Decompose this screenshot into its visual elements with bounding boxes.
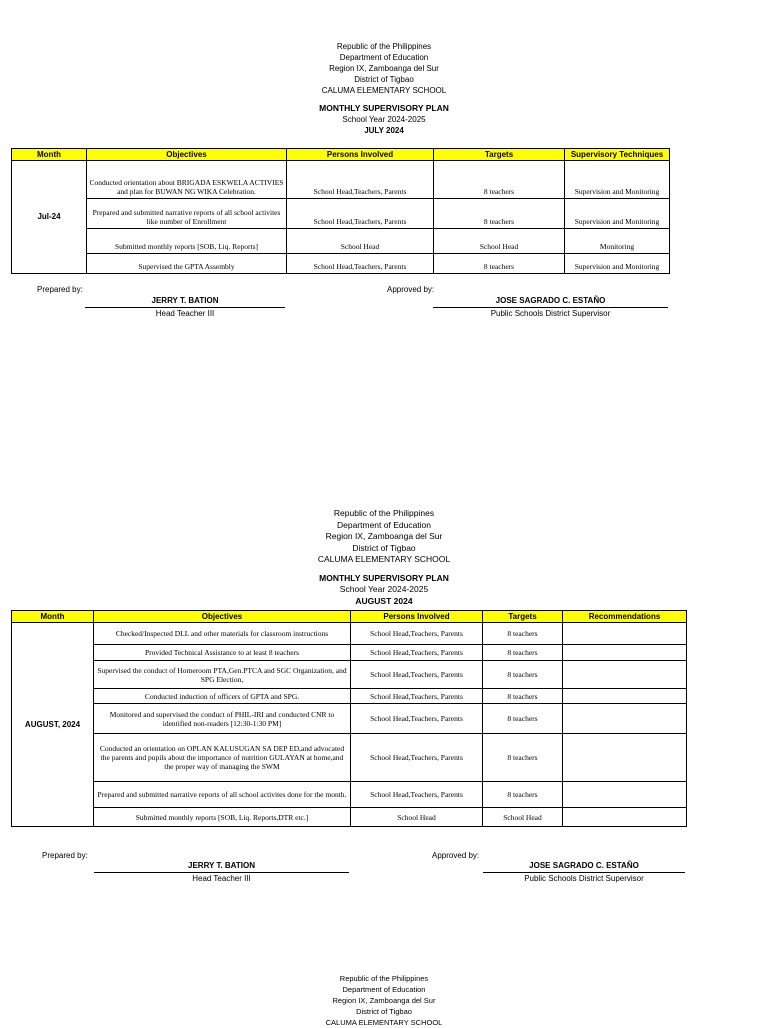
table-row <box>12 661 687 689</box>
table-row <box>12 254 670 274</box>
objective-cell: Supervised the GPTA Assembly <box>87 254 287 274</box>
header-school: CALUMA ELEMENTARY SCHOOL <box>321 86 447 95</box>
header-department: Department of Education <box>336 519 432 530</box>
persons-cell: School Head,Teachers, Parents <box>287 254 434 274</box>
targets-cell: 8 teachers <box>434 199 565 229</box>
plan-month: AUGUST 2024 <box>355 595 413 606</box>
objective-cell: Conducted orientation about BRIGADA ESKWELA ACTIVIES and plan for BUWAN NG WIKA Celebration. <box>87 161 287 199</box>
col-header-techniques: Supervisory Techniques <box>565 149 670 161</box>
table-row <box>12 161 670 199</box>
recommendation-cell <box>563 808 687 827</box>
persons-cell: School Head,Teachers, Parents <box>351 782 483 808</box>
approved-position: Public Schools District Supervisor <box>524 874 644 883</box>
targets-cell: School Head <box>434 229 565 254</box>
col-header-persons: Persons Involved <box>351 611 483 623</box>
prepared-signature-block <box>94 861 349 884</box>
prepared-name: JERRY T. BATION <box>85 296 285 308</box>
persons-cell: School Head,Teachers, Parents <box>351 661 483 689</box>
august-plan-table <box>11 610 687 827</box>
table-header-row <box>12 611 687 623</box>
persons-cell: School Head,Teachers, Parents <box>351 704 483 734</box>
objective-cell: Conducted an orientation on OPLAN KALUSUGAN SA DEP ED,and advocated the parents and pupils about the importance of nutrition GULAYAN at home,and the proper way of managing the SWM <box>94 734 351 782</box>
col-header-month: Month <box>12 611 94 623</box>
school-year: School Year 2024-2025 <box>339 584 429 594</box>
col-header-targets: Targets <box>483 611 563 623</box>
targets-cell: 8 teachers <box>434 254 565 274</box>
col-header-objectives: Objectives <box>94 611 351 623</box>
approved-name: JOSE SAGRADO C. ESTAÑO <box>483 861 685 873</box>
header-republic: Republic of the Philippines <box>333 508 435 518</box>
targets-cell: 8 teachers <box>483 734 563 782</box>
recommendation-cell <box>563 782 687 808</box>
technique-cell: Monitoring <box>565 229 670 254</box>
technique-cell: Supervision and Monitoring <box>565 254 670 274</box>
col-header-recommendations: Recommendations <box>563 611 687 623</box>
recommendation-cell <box>563 689 687 704</box>
header-republic: Republic of the Philippines <box>339 974 429 983</box>
approved-position: Public Schools District Supervisor <box>490 309 611 318</box>
table-row <box>12 199 670 229</box>
header-district: District of Tigbao <box>356 1007 412 1016</box>
persons-cell: School Head,Teachers, Parents <box>351 645 483 661</box>
plan-title: MONTHLY SUPERVISORY PLAN <box>319 572 449 583</box>
approved-signature-block <box>483 861 685 884</box>
approved-name: JOSE SAGRADO C. ESTAÑO <box>433 296 668 308</box>
table-row <box>12 704 687 734</box>
header-district: District of Tigbao <box>352 542 416 553</box>
header-school: CALUMA ELEMENTARY SCHOOL <box>325 1018 443 1027</box>
persons-cell: School Head <box>287 229 434 254</box>
objective-cell: Prepared and submitted narrative reports of all school activites done for the month. <box>94 782 351 808</box>
header-region: Region IX, Zamboanga del Sur <box>329 64 439 73</box>
targets-cell: 8 teachers <box>483 782 563 808</box>
objective-cell: Prepared and submitted narrative reports of all school activites like number of Enrollment <box>87 199 287 229</box>
header-district: District of Tigbao <box>354 75 414 84</box>
objective-cell: Submitted monthly reports [SOB, Liq. Reports,DTR etc.] <box>94 808 351 827</box>
targets-cell: 8 teachers <box>483 645 563 661</box>
plan-title: MONTHLY SUPERVISORY PLAN <box>319 103 449 113</box>
plan-month: JULY 2024 <box>364 126 404 135</box>
persons-cell: School Head <box>351 808 483 827</box>
persons-cell: School Head,Teachers, Parents <box>351 623 483 645</box>
prepared-name: JERRY T. BATION <box>94 861 349 873</box>
prepared-position: Head Teacher III <box>155 309 215 318</box>
objective-cell: Checked/Inspected DLL and other materials for classroom instructions <box>94 623 351 645</box>
header-department: Department of Education <box>342 985 426 994</box>
header-department: Department of Education <box>339 53 429 62</box>
header-school: CALUMA ELEMENTARY SCHOOL <box>317 554 451 564</box>
recommendation-cell <box>563 704 687 734</box>
approved-by-label: Approved by: <box>387 285 435 294</box>
prepared-signature-block <box>85 296 285 319</box>
recommendation-cell <box>563 734 687 782</box>
technique-cell: Supervision and Monitoring <box>565 199 670 229</box>
objective-cell: Monitored and supervised the conduct of PHIL-IRI and conducted CNR to identified non-readers [12:30-1:30 PM] <box>94 704 351 734</box>
document-header-next <box>0 973 768 1028</box>
objective-cell: Submitted monthly reports [SOB, Liq. Reports] <box>87 229 287 254</box>
objective-cell: Supervised the conduct of Homeroom PTA,Gen.PTCA and SGC Organization, and SPG Election, <box>94 661 351 689</box>
approved-by-label: Approved by: <box>432 851 480 860</box>
header-region: Region IX, Zamboanga del Sur <box>332 996 436 1005</box>
recommendation-cell <box>563 645 687 661</box>
prepared-position: Head Teacher III <box>192 874 251 883</box>
table-row <box>12 734 687 782</box>
objective-cell: Provided Technical Assistance to at least 8 teachers <box>94 645 351 661</box>
month-cell: Jul-24 <box>12 161 87 274</box>
col-header-persons: Persons Involved <box>287 149 434 161</box>
july-plan-table <box>11 148 670 274</box>
document-header-august <box>0 508 768 607</box>
school-year: School Year 2024-2025 <box>342 115 426 124</box>
targets-cell: 8 teachers <box>483 661 563 689</box>
document-header-july <box>0 41 768 136</box>
table-row <box>12 782 687 808</box>
prepared-by-label: Prepared by: <box>37 285 83 294</box>
header-republic: Republic of the Philippines <box>336 42 432 51</box>
targets-cell: 8 teachers <box>483 704 563 734</box>
table-row <box>12 808 687 827</box>
table-row <box>12 229 670 254</box>
persons-cell: School Head,Teachers, Parents <box>287 199 434 229</box>
table-row <box>12 623 687 645</box>
persons-cell: School Head,Teachers, Parents <box>287 161 434 199</box>
persons-cell: School Head,Teachers, Parents <box>351 689 483 704</box>
table-row <box>12 645 687 661</box>
objective-cell: Conducted induction of officers of GPTA and SPG. <box>94 689 351 704</box>
col-header-targets: Targets <box>434 149 565 161</box>
technique-cell: Supervision and Monitoring <box>565 161 670 199</box>
approved-signature-block <box>433 296 668 319</box>
targets-cell: School Head <box>483 808 563 827</box>
month-cell: AUGUST, 2024 <box>12 623 94 827</box>
targets-cell: 8 teachers <box>483 623 563 645</box>
targets-cell: 8 teachers <box>434 161 565 199</box>
persons-cell: School Head,Teachers, Parents <box>351 734 483 782</box>
recommendation-cell <box>563 623 687 645</box>
table-header-row <box>12 149 670 161</box>
recommendation-cell <box>563 661 687 689</box>
table-row <box>12 689 687 704</box>
prepared-by-label: Prepared by: <box>42 851 88 860</box>
header-region: Region IX, Zamboanga del Sur <box>325 531 443 541</box>
targets-cell: 8 teachers <box>483 689 563 704</box>
col-header-objectives: Objectives <box>87 149 287 161</box>
col-header-month: Month <box>12 149 87 161</box>
